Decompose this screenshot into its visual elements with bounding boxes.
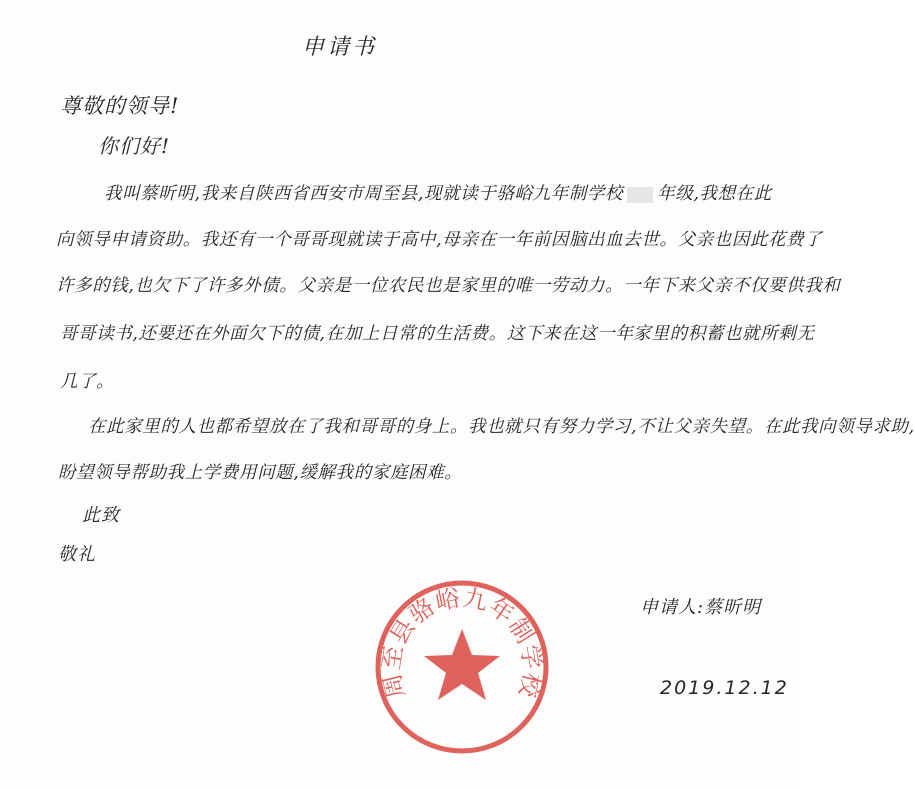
redaction-mark <box>627 187 653 203</box>
body-line-3: 许多的钱,也欠下了许多外债。父亲是一位农民也是家里的唯一劳动力。一年下来父亲不仅要供我和 <box>56 276 841 296</box>
body-line-1b: 年级,我想在此 <box>657 184 772 204</box>
school-seal-stamp <box>372 577 552 757</box>
signature: 申请人:蔡昕明 <box>640 597 762 618</box>
date: 2019.12.12 <box>660 677 789 699</box>
closing-2: 敬礼 <box>58 544 96 565</box>
body-line <box>104 180 772 205</box>
document-title: 申请书 <box>302 35 378 60</box>
body-line-4: 哥哥读书,还要还在外面欠下的债,在加上日常的生活费。这下来在这一年家里的积蓄也就所剩无 <box>60 324 815 344</box>
salutation: 尊敬的领导! <box>60 94 180 118</box>
body-line-6: 在此家里的人也都希望放在了我和哥哥的身上。我也就只有努力学习,不让父亲失望。在此我向领导求助, <box>88 417 915 437</box>
svg-text:周至县骆峪九年制学校: 周至县骆峪九年制学校 <box>377 583 547 702</box>
closing-1: 此致 <box>82 505 120 526</box>
body-line-7: 盼望领导帮助我上学费用问题,缓解我的家庭困难。 <box>58 463 463 483</box>
body-line-5: 几了。 <box>60 372 115 392</box>
greeting: 你们好! <box>98 134 171 158</box>
body-line-1a: 我叫蔡昕明,我来自陕西省西安市周至县,现就读于骆峪九年制学校 <box>104 184 624 204</box>
body-line-2: 向领导申请资助。我还有一个哥哥现就读于高中,母亲在一年前因脑出血去世。父亲也因此花费了 <box>56 230 823 250</box>
